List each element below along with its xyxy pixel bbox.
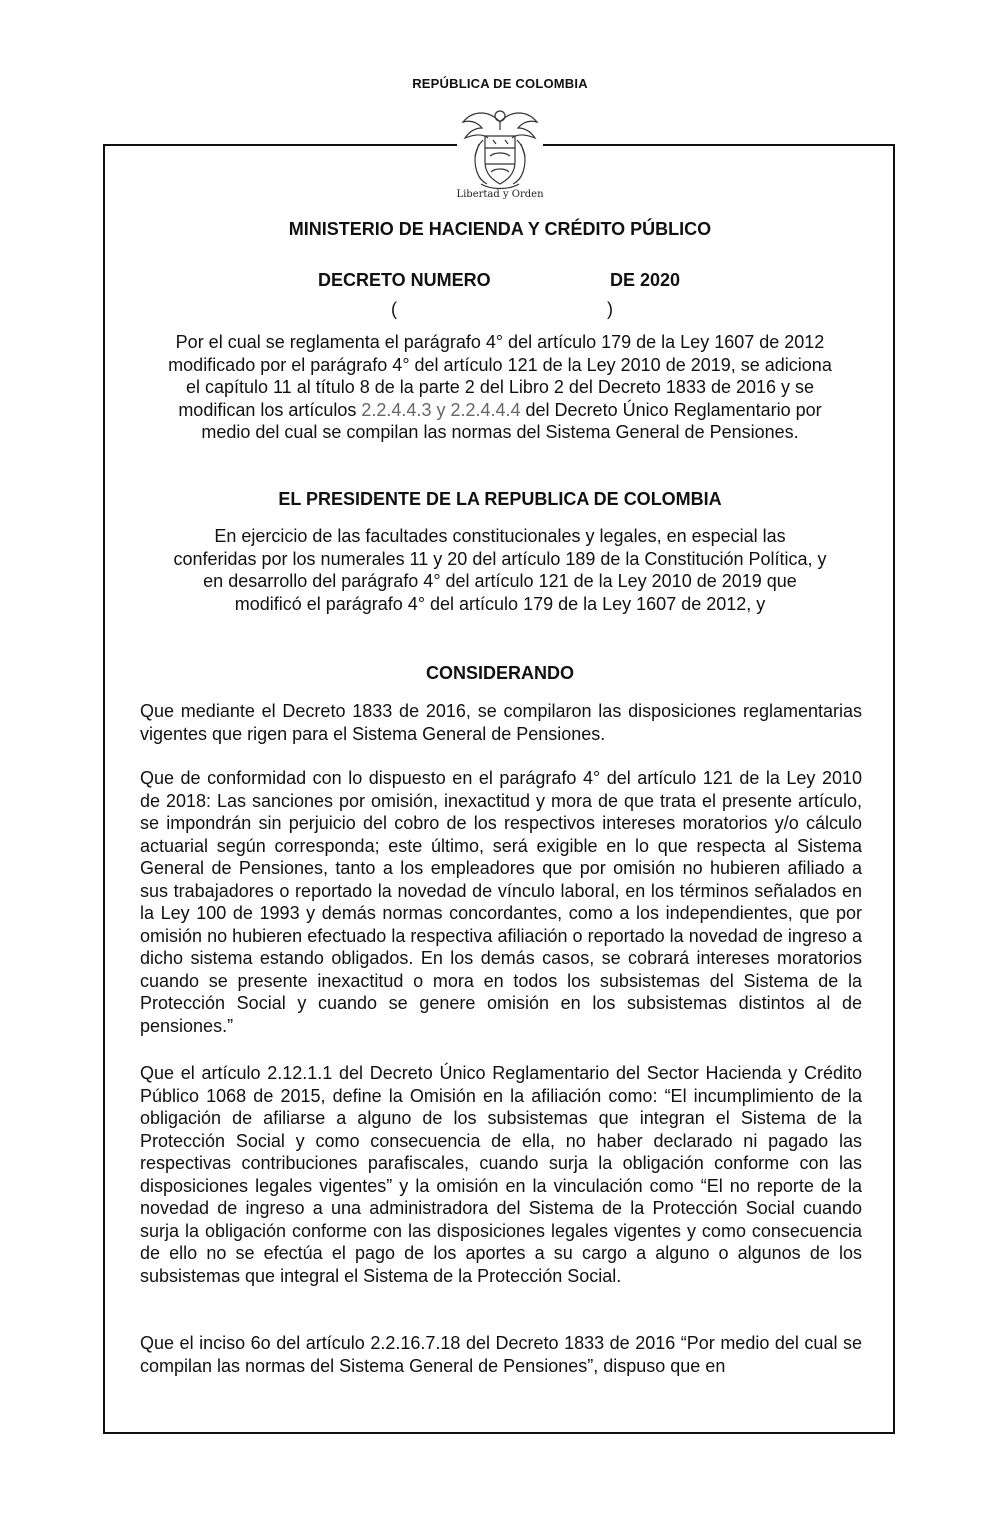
decree-date-close-paren: ) (607, 299, 613, 319)
president-heading: EL PRESIDENTE DE LA REPUBLICA DE COLOMBIA (278, 489, 722, 509)
decree-year: DE 2020 (610, 270, 681, 290)
decree-number-label: DECRETO NUMERO (318, 270, 491, 290)
country-heading: REPÚBLICA DE COLOMBIA (412, 76, 588, 91)
considerando-paragraph: Que el inciso 6o del artículo 2.2.16.7.18 del Decreto 1833 de 2016 “Por medio del cual se compilan las normas del Sistema General de Pensiones”, dispuso que en (140, 1333, 862, 1376)
authority-clause: En ejercicio de las facultades constitucionales y legales, en especial las conferidas por los numerales 11 y 20 del artículo 189 de la Constitución Política, y en desarrollo del parágrafo 4° del artículo 121 de la Ley 2010 de 2019 que modificó el parágrafo 4° del artículo 179 de la Ley 1607 de 2012, y (173, 526, 827, 614)
ministry-heading: MINISTERIO DE HACIENDA Y CRÉDITO PÚBLICO (288, 219, 712, 239)
considerando-paragraph: Que de conformidad con lo dispuesto en el parágrafo 4° del artículo 121 de la Ley 2010 de 2018: Las sanciones por omisión, inexactitud y mora de que trata el presente artículo, se impondrán sin perjuicio del cobro de los respectivos intereses moratorios y/o cálculo actuarial según corresponda; este último, será exigible en lo que respecta al Sistema General de Pensiones, tanto a los empleadores que por omisión no hubieren afiliado a sus trabajadores o reportado la novedad de vínculo laboral, en los términos señalados en la Ley 100 de 1993 y demás normas concordantes, como a los independientes, que por omisión no hubieren efectuado la respectiva afiliación o reportado la novedad de ingreso a dicho sistema estando obligados. En los demás casos, se cobrará intereses moratorios cuando se presente inexactitud o mora en todos los subsistemas del Sistema de la Protección Social y cuando se genere omisión en los subsistemas distintos al de pensiones.” (140, 768, 862, 1036)
considerando-heading: CONSIDERANDO (425, 663, 574, 683)
article-reference: 2.2.4.4.4 (450, 399, 521, 420)
considerando-paragraph: Que el artículo 2.12.1.1 del Decreto Único Reglamentario del Sector Hacienda y Crédito Público 1068 de 2015, define la Omisión en la afiliación como: “El incumplimiento de la obligación de afiliarse a alguno de los subsistemas que integran el Sistema de la Protección Social y como consecuencia de ella, no haber declarado ni pagado las respectivas contribuciones parafiscales, cuando surja la obligación conforme con las disposiciones legales vigentes” y la omisión en la vinculación como “El no reporte de la novedad de ingreso a una administradora del Sistema de la Protección Social cuando surja la obligación conforme con las disposiciones legales vigentes y como consecuencia de ello no se efectúa el pago de los aportes a su cargo a alguno o algunos de los subsistemas que integral el Sistema de la Protección Social. (140, 1063, 862, 1286)
decree-summary-text: del Decreto Único Reglamentario por medio del cual se compilan las normas del Sistema General de Pensiones. (201, 399, 822, 442)
seal-motto: Libertad y Orden (456, 189, 544, 200)
decree-summary-text: Por el cual se reglamenta el parágrafo 4° del artículo 179 de la Ley 1607 de 2012 modificado por el parágrafo 4° del artículo 121 de la Ley 2010 de 2019, se adiciona el capítulo 11 al título 8 de la parte 2 del Libro 2 del Decreto 1833 de 2016 y se modifican los artículos (168, 332, 832, 420)
decree-date-open-paren: ( (391, 299, 397, 319)
decree-summary (160, 331, 840, 444)
reference-joiner: y (431, 399, 451, 420)
considerando-paragraph: Que mediante el Decreto 1833 de 2016, se compilaron las disposiciones reglamentarias vigentes que rigen para el Sistema General de Pensiones. (140, 701, 862, 744)
article-reference: 2.2.4.4.3 (361, 399, 432, 420)
